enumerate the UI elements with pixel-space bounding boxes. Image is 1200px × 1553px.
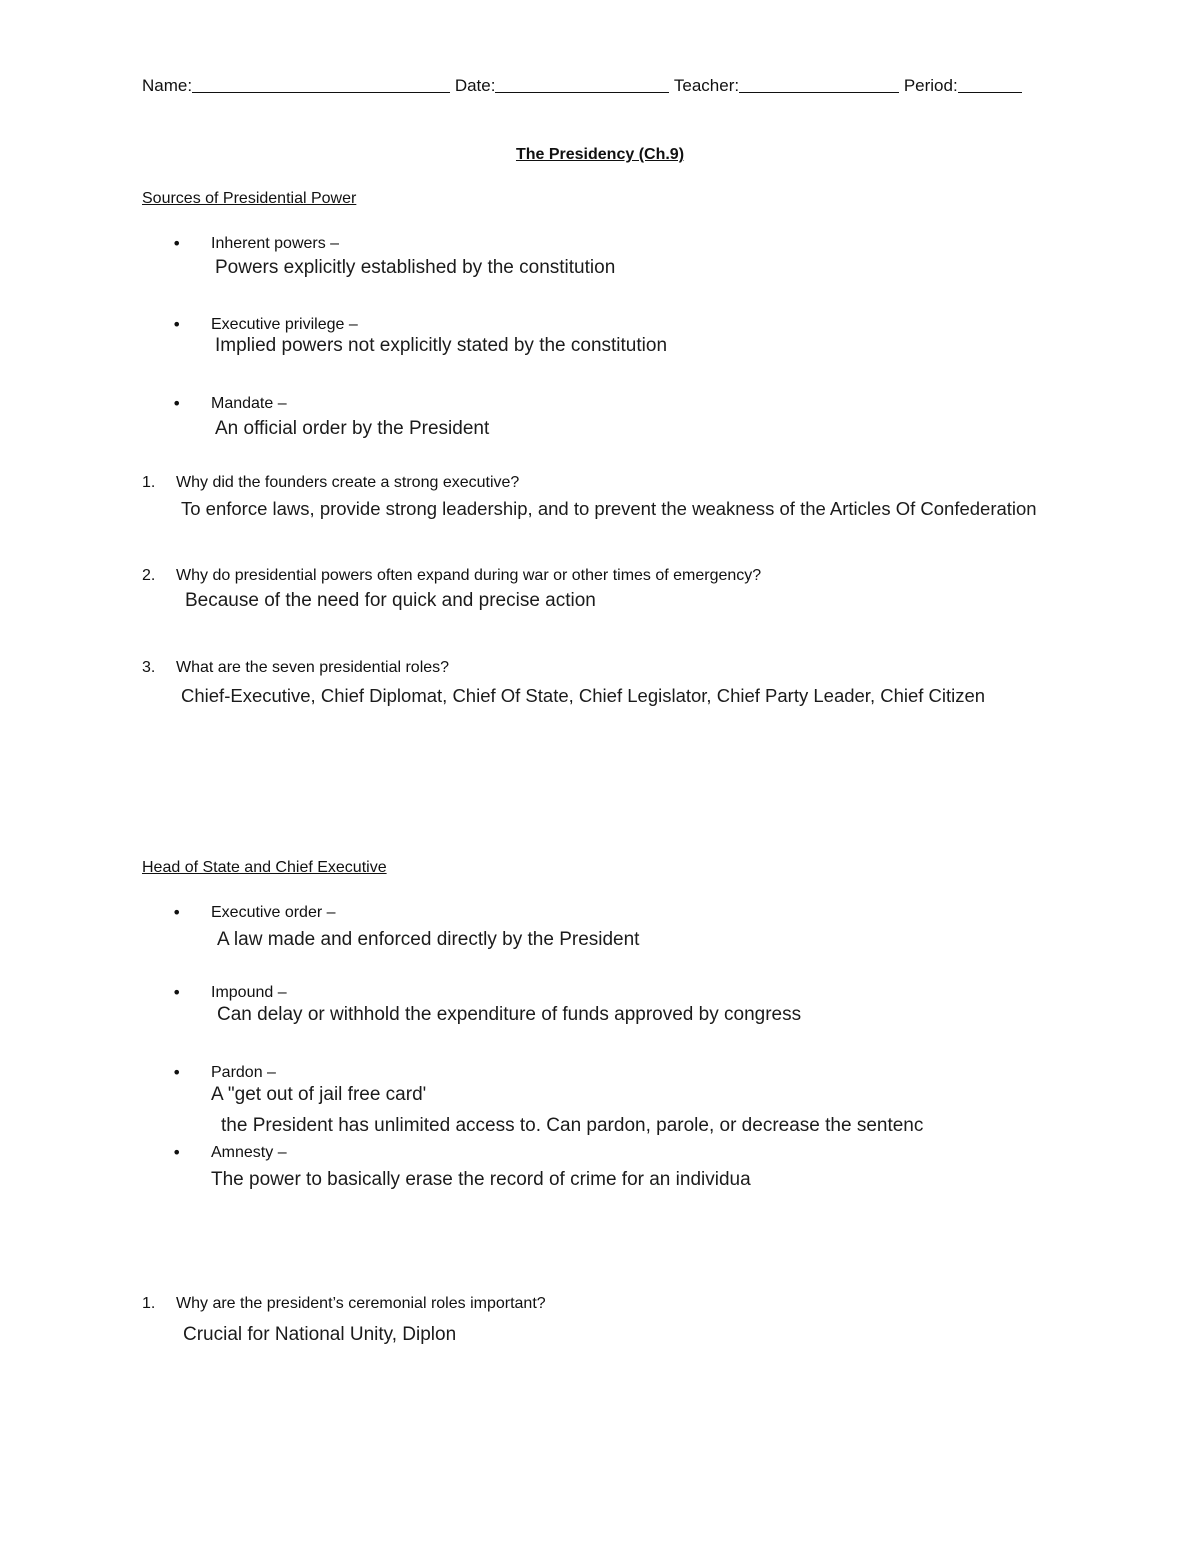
answer-executive-order: A law made and enforced directly by the President: [217, 929, 640, 950]
bullet-icon: •: [172, 234, 182, 253]
question-strong-executive: Why did the founders create a strong executive?: [176, 474, 520, 491]
question-powers-expand: Why do presidential powers often expand during war or other times of emergency?: [176, 567, 762, 584]
teacher-label: Teacher:: [673, 76, 740, 95]
name-label: Name:: [142, 76, 193, 95]
teacher-blank[interactable]: [739, 76, 899, 93]
term-amnesty: Amnesty –: [211, 1144, 287, 1161]
question-number: 1.: [142, 1295, 156, 1312]
period-label: Period:: [903, 76, 958, 95]
answer-seven-roles: Chief-Executive, Chief Diplomat, Chief Of State, Chief Legislator, Chief Party Leader, Chief Citizen: [181, 685, 986, 706]
question-number: 1.: [142, 474, 156, 491]
answer-strong-executive: To enforce laws, provide strong leadership, and to prevent the weakness of the Articles Of Confederation: [181, 498, 1037, 519]
name-blank[interactable]: [192, 76, 450, 93]
bullet-icon: •: [172, 983, 182, 1002]
answer-impound: Can delay or withhold the expenditure of funds approved by congress: [217, 1004, 802, 1025]
section-heading-sources: Sources of Presidential Power: [142, 190, 357, 207]
bullet-icon: •: [172, 1063, 182, 1082]
answer-powers-expand: Because of the need for quick and precise action: [185, 590, 596, 611]
term-impound: Impound –: [211, 984, 287, 1001]
date-label: Date:: [454, 76, 496, 95]
bullet-icon: •: [172, 903, 182, 922]
term-pardon: Pardon –: [211, 1064, 276, 1081]
term-executive-order: Executive order –: [211, 904, 336, 921]
section-heading-head-of-state: Head of State and Chief Executive: [142, 859, 387, 876]
term-inherent-powers: Inherent powers –: [211, 235, 340, 252]
question-seven-roles: What are the seven presidential roles?: [176, 659, 450, 676]
question-number: 3.: [142, 659, 156, 676]
bullet-icon: •: [172, 1143, 182, 1162]
answer-executive-privilege: Implied powers not explicitly stated by the constitution: [215, 335, 668, 356]
answer-inherent-powers: Powers explicitly established by the constitution: [215, 257, 616, 278]
term-mandate: Mandate –: [211, 395, 287, 412]
answer-ceremonial-roles: Crucial for National Unity, Diplon: [183, 1324, 457, 1345]
answer-mandate: An official order by the President: [215, 418, 490, 439]
answer-pardon-line2: the President has unlimited access to. Can pardon, parole, or decrease the sentenc: [221, 1115, 924, 1136]
bullet-icon: •: [172, 315, 182, 334]
term-executive-privilege: Executive privilege –: [211, 316, 358, 333]
period-blank[interactable]: [958, 76, 1022, 93]
question-ceremonial-roles: Why are the president’s ceremonial roles important?: [176, 1295, 546, 1312]
answer-pardon: A "get out of jail free card': [211, 1084, 427, 1105]
date-blank[interactable]: [495, 76, 669, 93]
answer-amnesty: The power to basically erase the record of crime for an individua: [211, 1169, 751, 1190]
header-row: [142, 76, 1022, 96]
page-title: The Presidency (Ch.9): [515, 146, 685, 163]
bullet-icon: •: [172, 394, 182, 413]
question-number: 2.: [142, 567, 156, 584]
